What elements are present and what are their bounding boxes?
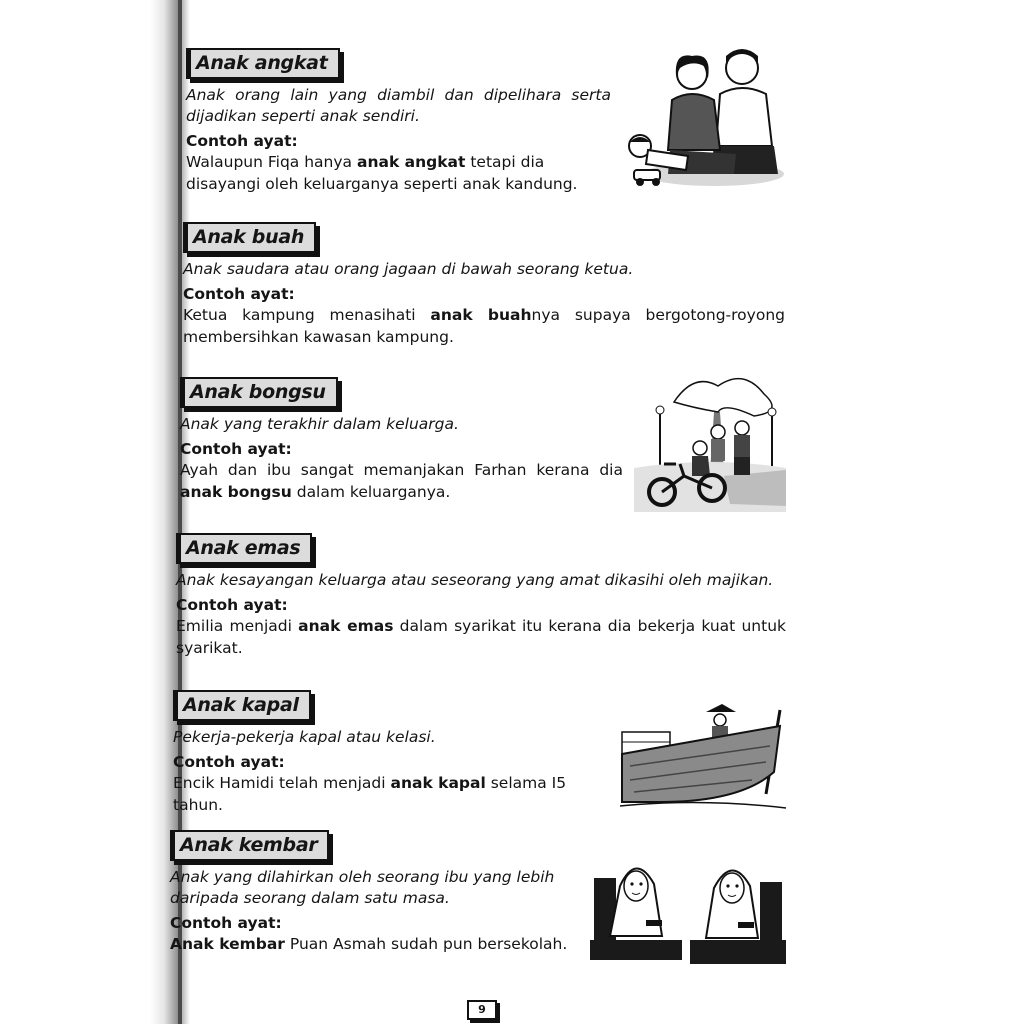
entry-anak-emas (176, 533, 786, 659)
term-title: Anak kembar (170, 830, 329, 861)
example-label: Contoh ayat: (180, 440, 292, 458)
boat-illustration (620, 702, 786, 814)
example-label: Contoh ayat: (170, 914, 282, 932)
example-sentence: Walaupun Fiqa hanya anak angkat tetapi dia disayangi oleh keluarganya seperti anak kandung. (186, 153, 578, 193)
term-title: Anak buah (183, 222, 316, 253)
twins-illustration (590, 856, 786, 968)
example-label: Contoh ayat: (176, 596, 288, 614)
term-meaning: Anak kesayangan keluarga atau seseorang yang amat dikasihi oleh majikan. (176, 571, 774, 589)
term-title: Anak emas (176, 533, 312, 564)
term-title: Anak kapal (173, 690, 311, 721)
park-illustration (634, 372, 786, 512)
example-label: Contoh ayat: (186, 132, 298, 150)
example-sentence: Anak kembar Puan Asmah sudah pun bersekolah. (170, 935, 568, 953)
term-meaning: Anak yang terakhir dalam keluarga. (180, 415, 459, 433)
family-illustration (624, 46, 786, 192)
term-meaning: Anak yang dilahirkan oleh seorang ibu yang lebih daripada seorang dalam satu masa. (170, 868, 555, 907)
term-meaning: Pekerja-pekerja kapal atau kelasi. (173, 728, 436, 746)
example-label: Contoh ayat: (183, 285, 295, 303)
entry-anak-kapal (173, 690, 613, 816)
example-sentence: Ayah dan ibu sangat memanjakan Farhan kerana dia anak bongsu dalam keluarganya. (180, 461, 623, 501)
term-meaning: Anak orang lain yang diambil dan dipelihara serta dijadikan seperti anak sendiri. (186, 86, 611, 125)
entry-anak-angkat (186, 48, 611, 195)
entry-anak-kembar (170, 830, 580, 955)
term-meaning: Anak saudara atau orang jagaan di bawah seorang ketua. (183, 260, 634, 278)
entry-anak-bongsu (180, 377, 623, 503)
term-title: Anak bongsu (180, 377, 338, 408)
example-sentence: Emilia menjadi anak emas dalam syarikat itu kerana dia bekerja kuat untuk syarikat. (176, 617, 786, 657)
term-title: Anak angkat (186, 48, 340, 79)
entry-anak-buah (183, 222, 785, 348)
example-sentence: Encik Hamidi telah menjadi anak kapal selama I5 tahun. (173, 774, 567, 814)
page-number: 9 (467, 1000, 497, 1020)
example-sentence: Ketua kampung menasihati anak buahnya supaya bergotong-royong membersihkan kawasan kampung. (183, 306, 785, 346)
example-label: Contoh ayat: (173, 753, 285, 771)
